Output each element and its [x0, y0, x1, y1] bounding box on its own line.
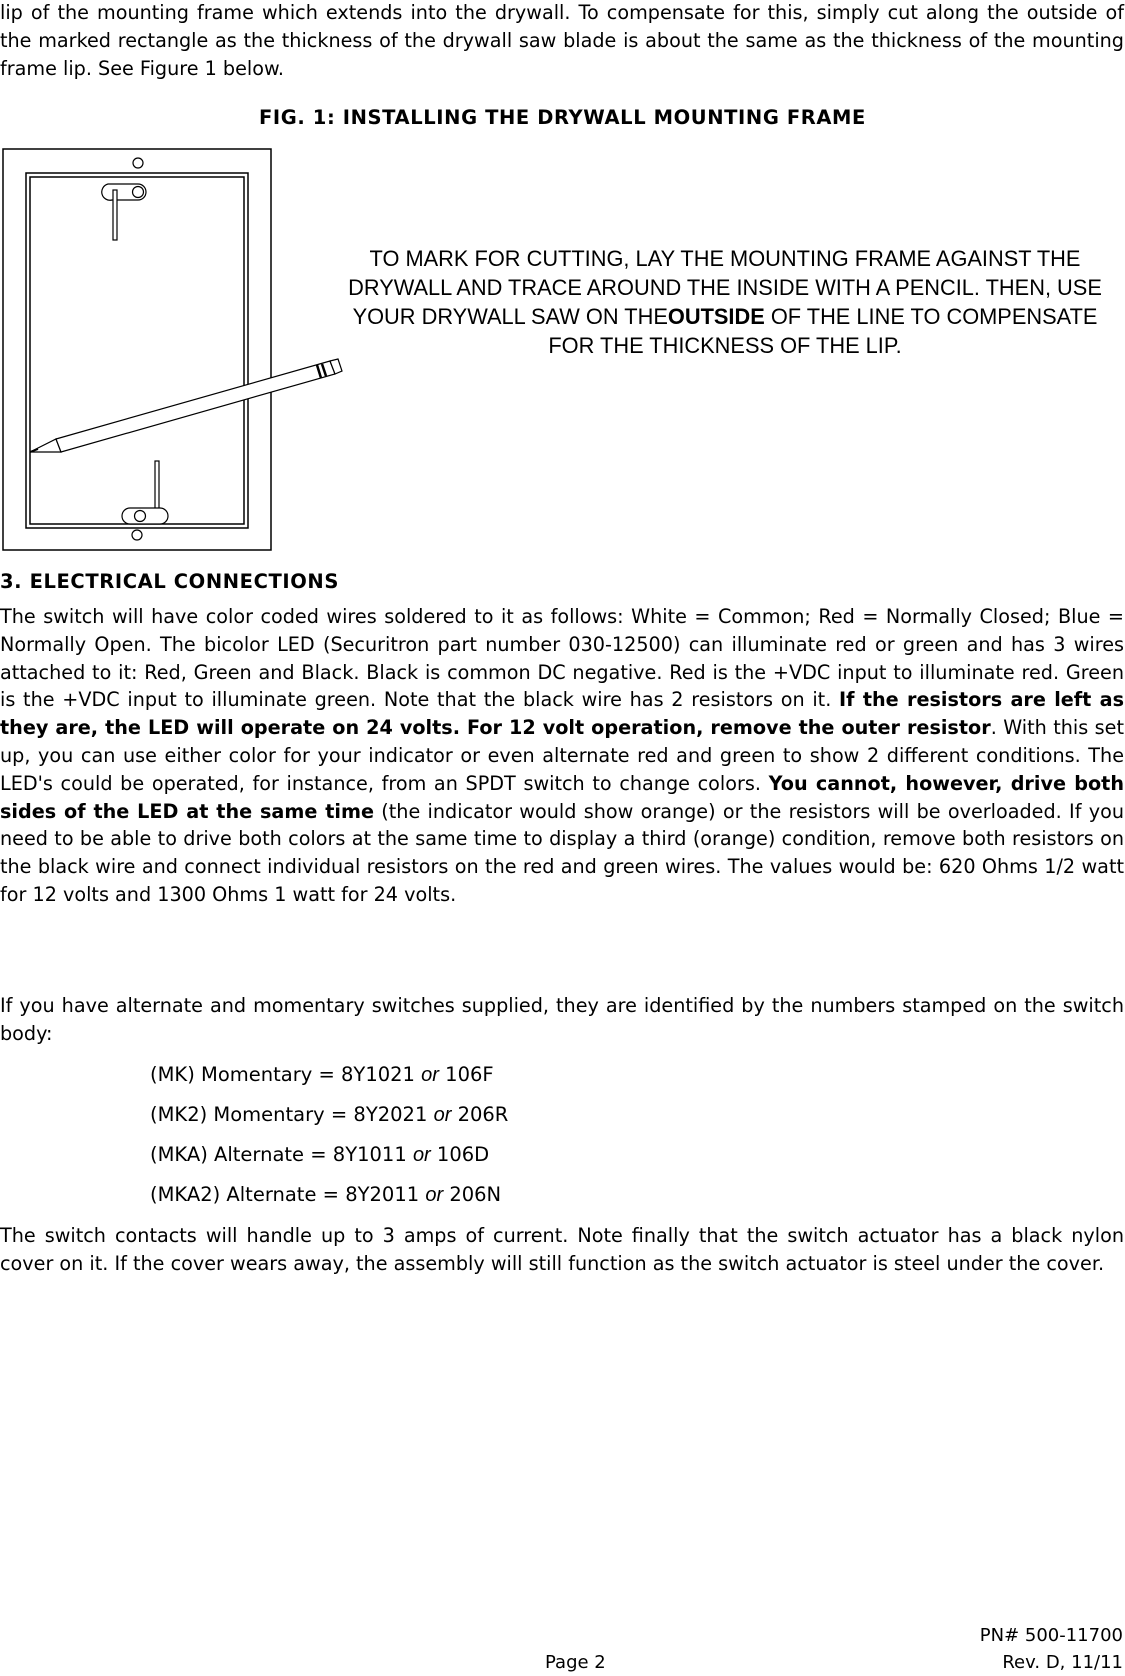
figure-title: FIG. 1: INSTALLING THE DRYWALL MOUNTING FRAME	[259, 106, 866, 129]
mounting-frame-illustration	[0, 146, 345, 556]
bottom-slot-hole-icon	[135, 511, 146, 522]
top-clip-icon	[113, 190, 117, 240]
switch-id-paragraph: If you have alternate and momentary switches supplied, they are identified by the numbers stamped on the switch body:	[0, 994, 1124, 1045]
frame-inner-outline	[26, 173, 248, 528]
intro-paragraph: lip of the mounting frame which extends into the drywall. To compensate for this, simply cut along the outside of the marked rectangle as the thickness of the drywall saw blade is about the same as the thickness of the mounting frame lip. See Figure 1 below.	[0, 1, 1124, 80]
wiring-text-1: The switch will have color coded wires soldered to it as follows: White = Common; Red = Normally Closed; Blue = Normally Open. The bicolor LED (Securitron part number 030-12500) can illuminate red or green and has 3 wires attached to it: Red, Green and Black. Black is common DC negative. Red is the +VDC input to illuminate red. Green is the +VDC input to illuminate green. Note that the black wire has 2 resistors on it.	[0, 605, 1124, 712]
page-number: Page 2	[545, 1652, 606, 1673]
list-item: (MKA2) Alternate = 8Y2011 or 206N	[150, 1183, 502, 1206]
frame-lip-outline	[30, 177, 244, 524]
wiring-emphasis-1: If the resistors are left as they are, the LED will operate on 24 volts. For 12 volt operation, remove the outer resistor	[0, 688, 1124, 740]
pencil-icon	[30, 359, 342, 452]
callout-text-end: OF THE LINE TO COMPENSATE FOR THE THICKNESS OF THE LIP.	[548, 304, 1098, 358]
list-item: (MK2) Momentary = 8Y2021 or 206R	[150, 1103, 509, 1126]
wiring-text-2: . With this set up, you can use either color for your indicator or even alternate red and green to show 2 different conditions. The LED's could be operated, for instance, from an SPDT switch to change colors.	[0, 716, 1124, 795]
revision: Rev. D, 11/11	[1002, 1652, 1123, 1673]
wiring-text-3: (the indicator would show orange) or the resistors will be overloaded. If you need to be able to drive both colors at the same time to display a third (orange) condition, remove both resistors on the black wire and connect individual resistors on the red and green wires. The values would be: 620 Ohms 1/2 watt for 12 volts and 1300 Ohms 1 watt for 24 volts.	[0, 799, 1124, 906]
top-screw-hole-icon	[133, 158, 143, 168]
footer-doc-info	[980, 1622, 1123, 1676]
top-slot-hole-icon	[133, 187, 144, 198]
wiring-paragraph	[0, 603, 1124, 909]
switch-list	[150, 1055, 508, 1215]
contacts-paragraph: The switch contacts will handle up to 3 amps of current. Note finally that the switch actuator has a black nylon cover on it. If the cover wears away, the assembly will still function as the switch actuator is steel under the cover.	[0, 1224, 1124, 1275]
callout-text-start: TO MARK FOR CUTTING, LAY THE MOUNTING FRAME AGAINST THE DRYWALL AND TRACE AROUND THE INSIDE WITH A PENCIL. THEN, USE YOUR DRYWALL SAW ON THE	[348, 246, 1102, 329]
figure-callout	[330, 244, 1120, 360]
frame-outer-outline	[3, 149, 271, 550]
callout-emphasis: OUTSIDE	[667, 304, 765, 329]
list-item: (MK) Momentary = 8Y1021 or 106F	[150, 1063, 494, 1086]
bottom-clip-icon	[155, 461, 159, 513]
wiring-emphasis-2: You cannot, however, drive both sides of the LED at the same time	[0, 771, 1125, 823]
list-item: (MKA) Alternate = 8Y1011 or 106D	[150, 1143, 490, 1166]
section-heading: 3. ELECTRICAL CONNECTIONS	[0, 570, 339, 593]
bottom-screw-hole-icon	[132, 530, 142, 540]
figure-1	[0, 146, 1125, 556]
part-number: PN# 500-11700	[979, 1625, 1123, 1646]
